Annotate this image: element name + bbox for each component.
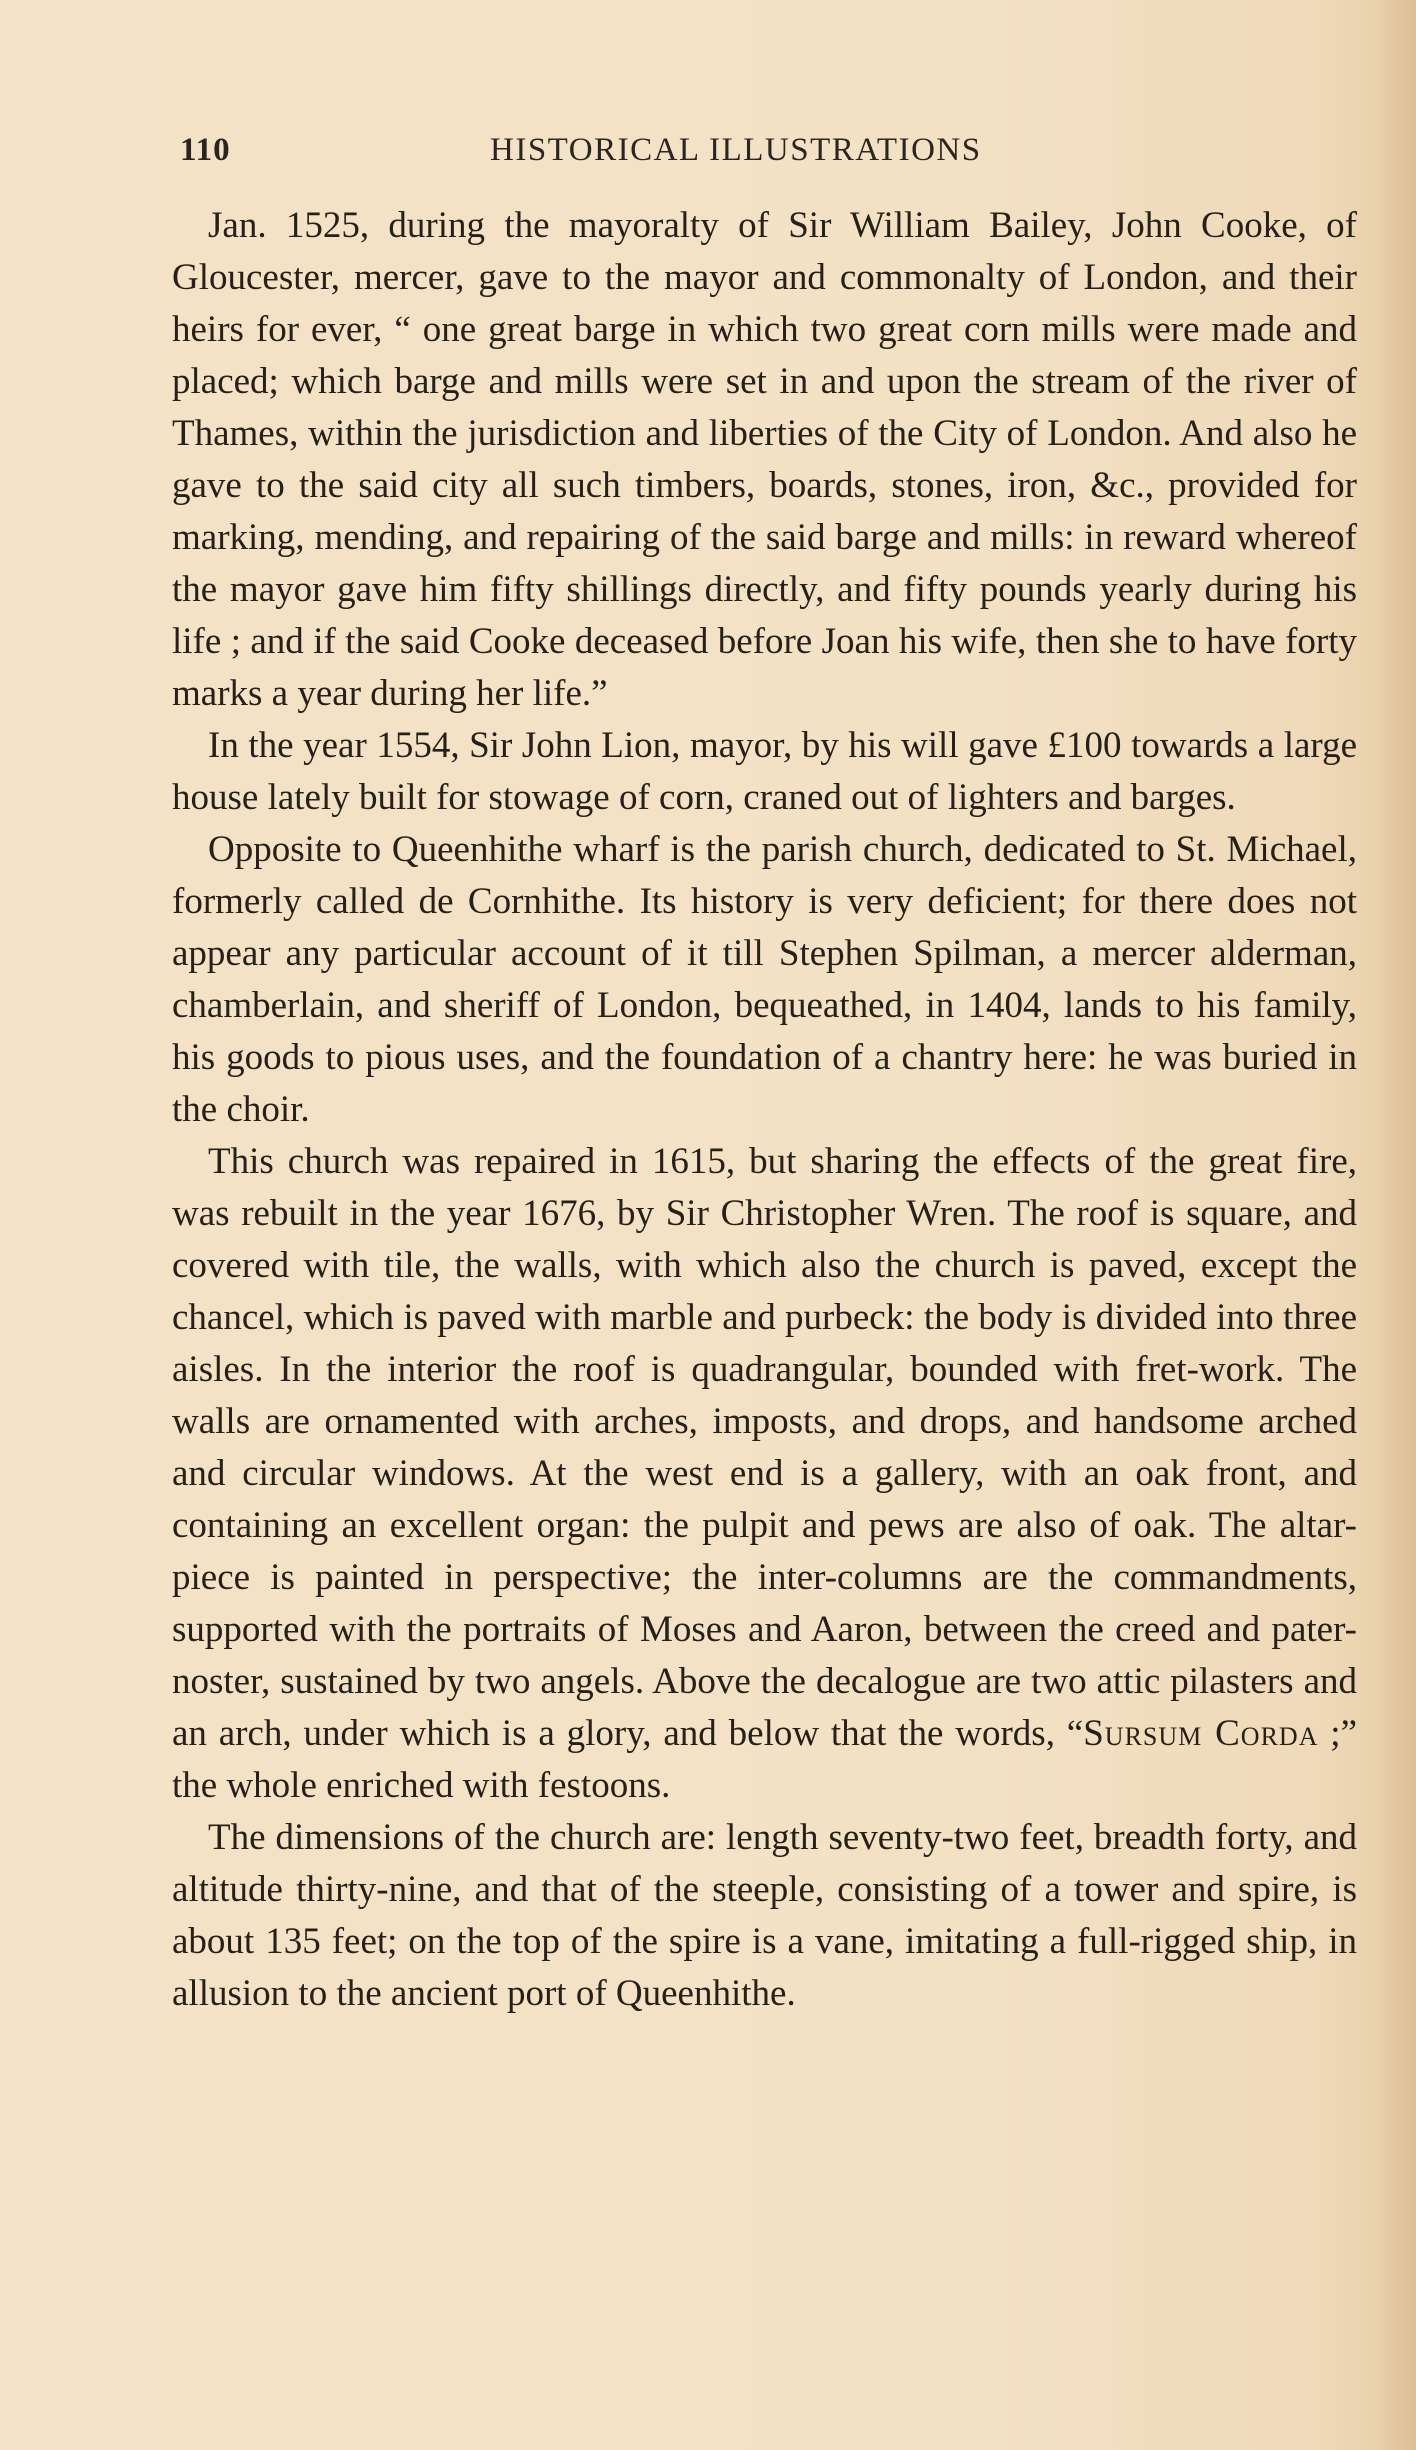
sursum-corda: Sursum Corda [1083, 1713, 1319, 1754]
paragraph-4-tail: the whole enriched with festoons. [172, 1765, 671, 1806]
page-header [180, 132, 1360, 182]
paragraph-4 [172, 1136, 1357, 1812]
quote-close-mark: ;” [1318, 1713, 1358, 1754]
running-head: HISTORICAL ILLUSTRATIONS [490, 132, 982, 168]
page-edge-shadow [1376, 0, 1416, 2450]
paragraph-3: Opposite to Queenhithe wharf is the parish church, dedicated to St. Michael, formerly called de Cornhithe. Its history is very deficient; for there does not appear any particular account of it till Stephen Spilman, a mercer alderman, chamberlain, and sheriff of London, bequeathed, in 1404, lands to his family, his goods to pious uses, and the foundation of a chantry here: he was buried in the choir. [172, 829, 1357, 1130]
body-text [172, 200, 1357, 2020]
paragraph-1: Jan. 1525, during the mayoralty of Sir William Bailey, John Cooke, of Gloucester, mercer, gave to the mayor and commonalty of London, and their heirs for ever, “ one great barge in which two great corn mills were made and placed; which barge and mills were set in and upon the stream of the river of Thames, within the jurisdiction and liberties of the City of London. And also he gave to the said city all such timbers, boards, stones, iron, &c., provided for marking, mending, and repairing of the said barge and mills: in reward whereof the mayor gave him fifty shillings directly, and fifty pounds yearly during his life ; and if the said Cooke deceased before Joan his wife, then she to have forty marks a year during her life.” [172, 205, 1357, 714]
paragraph-4-text: This church was repaired in 1615, but sharing the effects of the great fire, was rebuilt in the year 1676, by Sir Christopher Wren. The roof is square, and covered with tile, the walls, with which also the church is paved, except the chancel, which is paved with marble and purbeck: the body is divided into three aisles. In the interior the roof is quadrangular, bounded with fret-work. The walls are ornamented with arches, imposts, and drops, and handsome arched and circular windows. At the west end is a gallery, with an oak front, and containing an excellent organ: the pulpit and pews are also of oak. The altar-piece is painted in perspective; the inter-columns are the commandments, supported with the portraits of Moses and Aaron, between the creed and pater-noster, sustained by two angels. Above the decalogue are two attic pilasters and an arch, under which is a glory, and below that the words, [172, 1141, 1357, 1754]
paragraph-2: In the year 1554, Sir John Lion, mayor, by his will gave £100 towards a large house lately built for stowage of corn, craned out of lighters and barges. [172, 725, 1357, 818]
paragraph-5: The dimensions of the church are: length seventy-two feet, breadth forty, and altitude thirty-nine, and that of the steeple, consisting of a tower and spire, is about 135 feet; on the top of the spire is a vane, imitating a full-rigged ship, in allusion to the ancient port of Queenhithe. [172, 1817, 1357, 2014]
quote-open-mark: “ [1066, 1713, 1084, 1754]
page-number: 110 [180, 132, 231, 168]
